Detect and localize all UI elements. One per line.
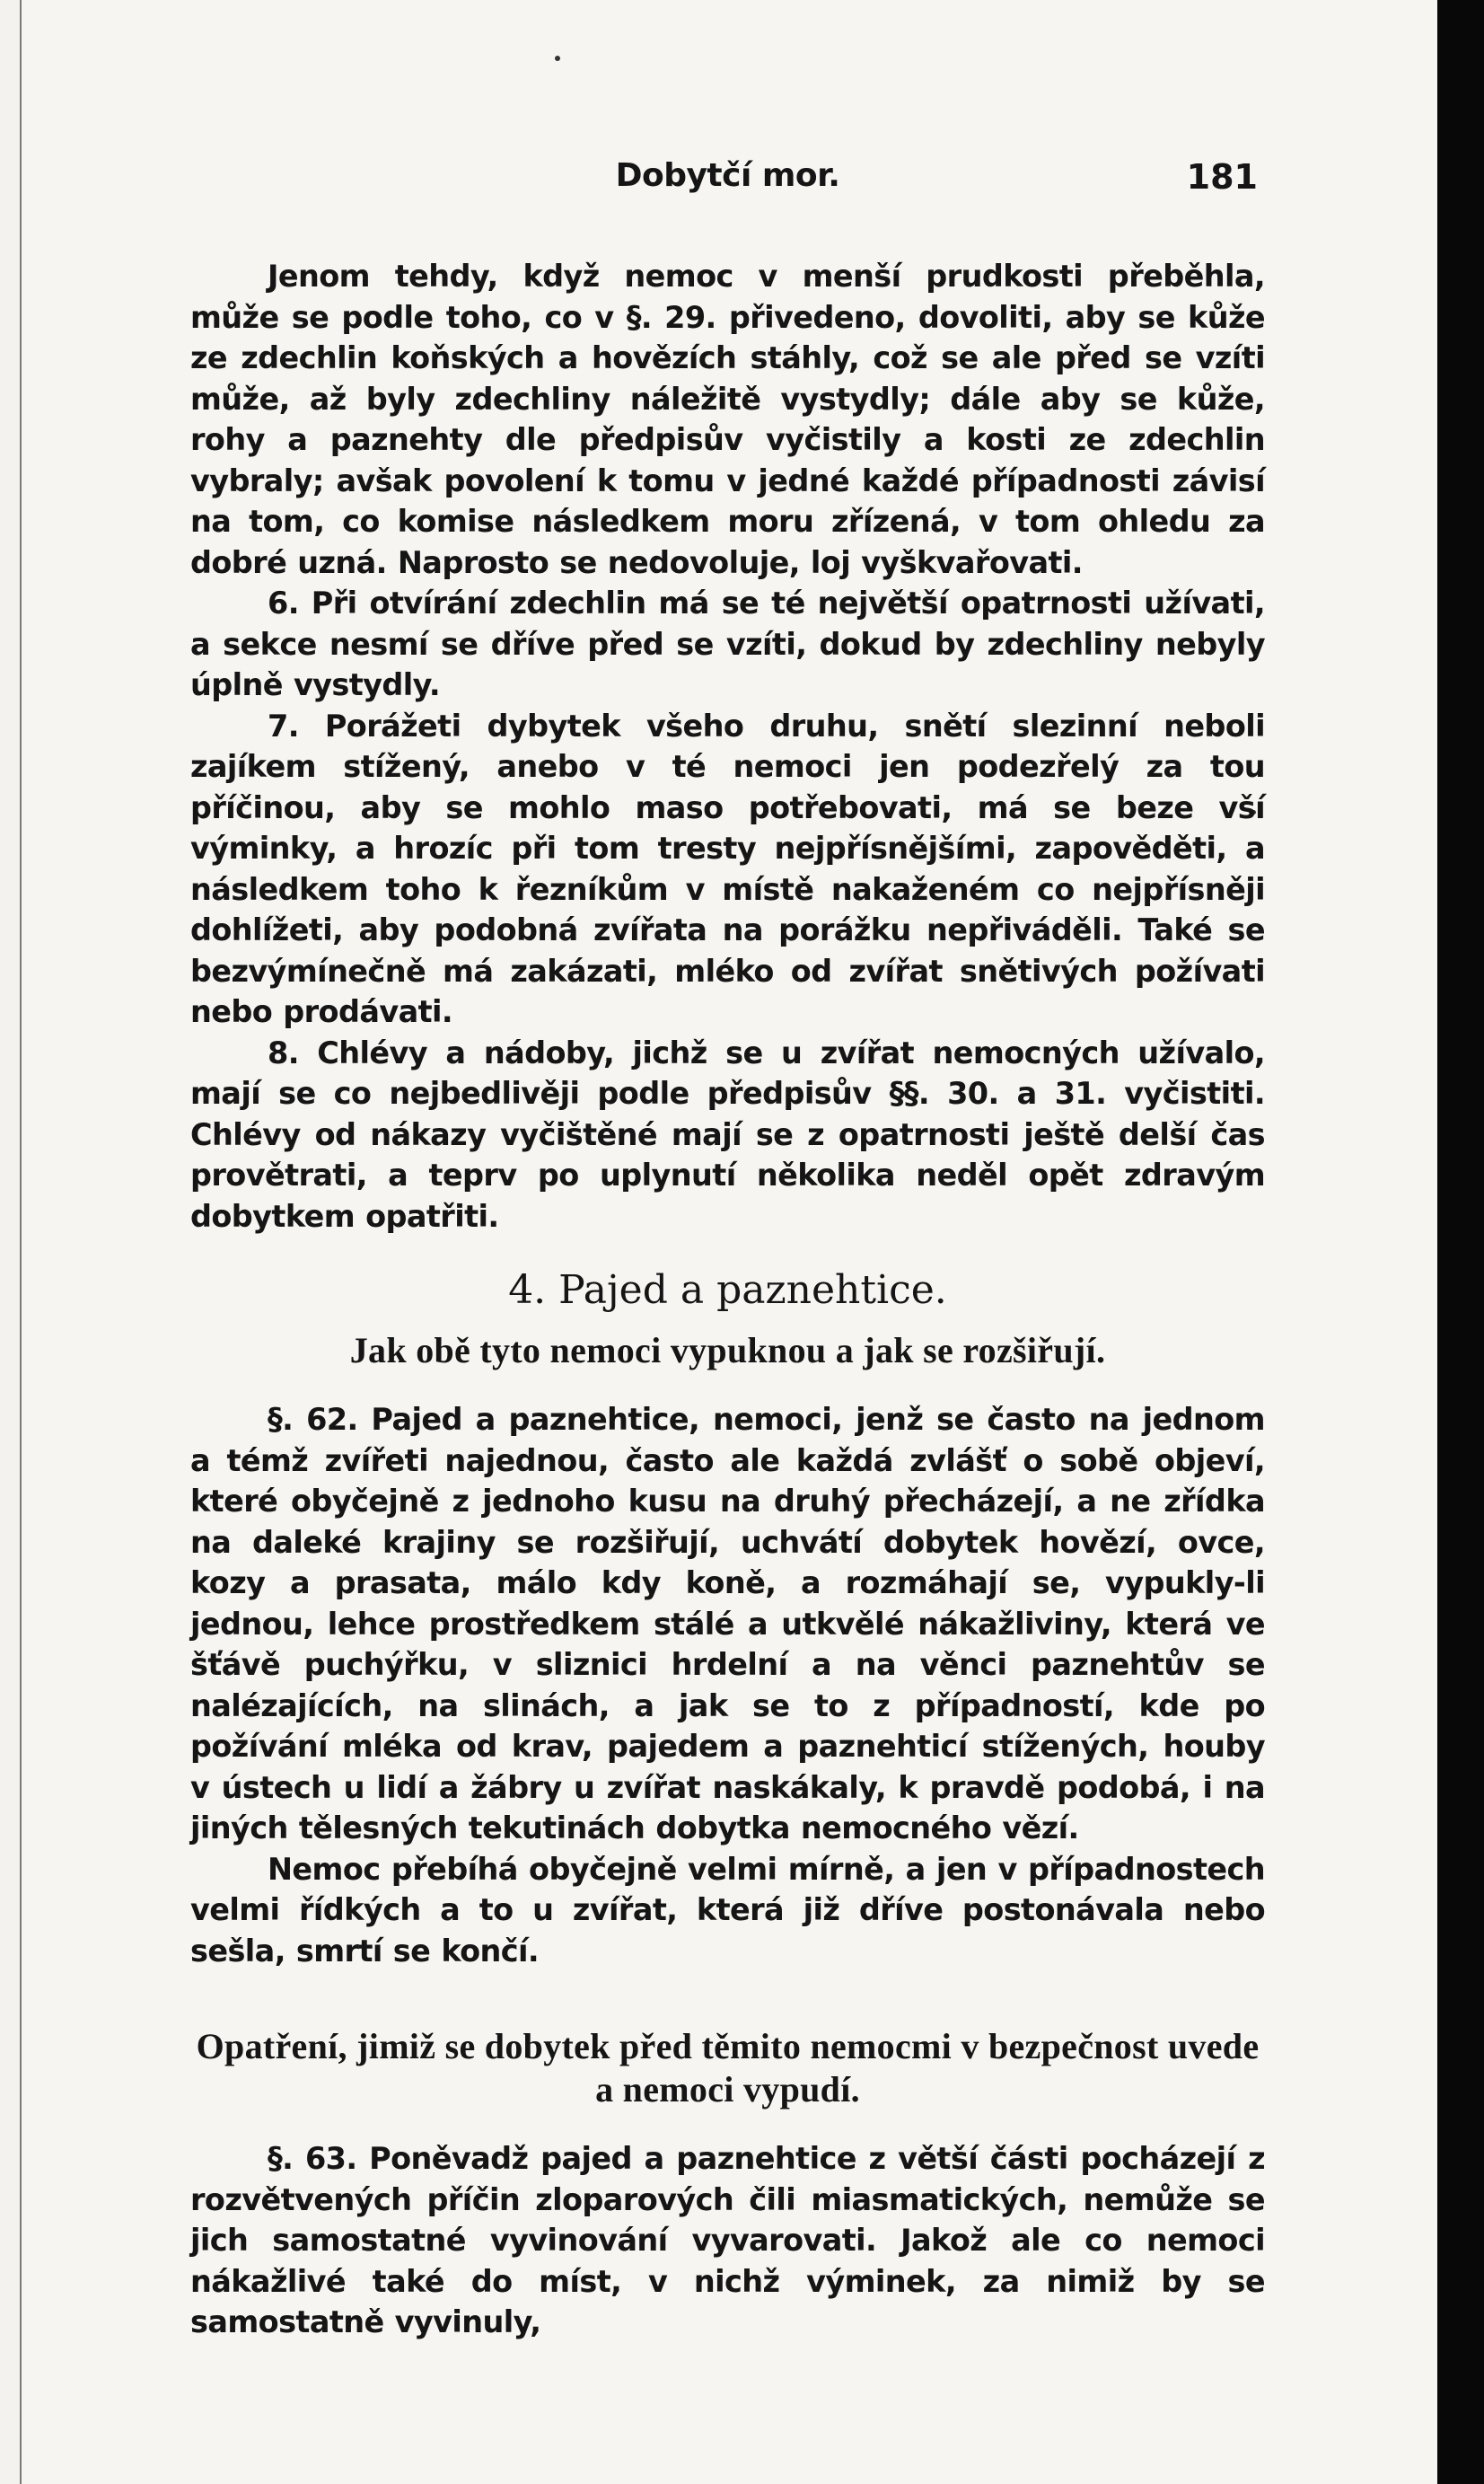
page-content <box>190 157 1265 2343</box>
paragraph: Nemoc přebíhá obyčejně velmi mírně, a jen v případnostech velmi řídkých a to u zvířat, která již dříve postonávala nebo sešla, smrtí se končí. <box>190 1851 1265 1969</box>
paragraph: 8. Chlévy a nádoby, jichž se u zvířat nemocných užívalo, mají se co nejbedlivěji podle předpisův §§. 30. a 31. vyčistiti. Chlévy od nákazy vyčištěné mají se z opatrnosti ještě delší čas provětrati, a teprv po uplynutí několika neděl opět zdravým dobytkem opatřiti. <box>190 1035 1265 1234</box>
scan-left-edge <box>0 0 22 2484</box>
section-title: 4. Pajed a paznehtice. <box>508 1267 947 1313</box>
running-header <box>190 157 1265 211</box>
scan-right-edge <box>1437 0 1484 2484</box>
section-subheading: Jak obě tyto nemoci vypuknou a jak se rozšiřují. <box>349 1330 1106 1370</box>
book-page <box>22 0 1437 2484</box>
running-title: Dobytčí mor. <box>615 157 840 194</box>
paragraph: §. 63. Poněvadž pajed a paznehtice z větší části pocházejí z rozvětvených příčin zloparových čili miasmatických, nemůže se jich samostatné vyvinování vyvarovati. Jakož ale co nemoci nákažlivé také do míst, v nichž výminek, za nimiž by se samostatně vyvinuly, <box>190 2141 1265 2339</box>
print-speck <box>555 56 560 61</box>
paragraph: Jenom tehdy, když nemoc v menší prudkosti přeběhla, může se podle toho, co v §. 29. přivedeno, dovoliti, aby se kůže ze zdechlin koňských a hovězích stáhly, což se ale před se vzíti může, až byly zdechliny náležitě vystydly; dále aby se kůže, rohy a paznehty dle předpisův vyčistily a kosti ze zdechlin vybraly; avšak povolení k tomu v jedné každé případnosti závisí na tom, co komise následkem moru zřízená, v tom ohledu za dobré uzná. Naprosto se nedovoluje, loj vyškvařovati. <box>190 259 1265 580</box>
paragraph: 6. Při otvírání zdechlin má se té největší opatrnosti užívati, a sekce nesmí se dříve před se vzíti, dokud by zdechliny nebyly úplně vystydly. <box>190 586 1265 702</box>
paragraph: §. 62. Pajed a paznehtice, nemoci, jenž se často na jednom a témž zvířeti najednou, často ale každá zvlášť o sobě objeví, které obyčejně z jednoho kusu na druhý přecházejí, a ne zřídka na daleké krajiny se rozšiřují, uchvátí dobytek hovězí, ovce, kozy a prasata, málo kdy koně, a rozmáhají se, vypukly-li jednou, lehce prostředkem stálé a utkvělé nákažliviny, která ve šťávě puchýřku, v sliznici hrdelní a na věnci paznehtův se nalézajících, na slinách, a jak se to z případností, kde po požívání mléka od krav, pajedem a paznehticí stížených, houby v ústech u lidí a žábry u zvířat naskákaly, k pravdě podobá, i na jiných tělesných tekutinách dobytka nemocného vězí. <box>190 1402 1265 1845</box>
page-number: 181 <box>1186 157 1258 197</box>
section-subheading: Opatření, jimiž se dobytek před těmito nemocmi v bezpečnost uvede a nemoci vypudí. <box>196 2026 1260 2110</box>
paragraph: 7. Porážeti dybytek všeho druhu, snětí slezinní neboli zajíkem stížený, anebo v té nemoci jen podezřelý za tou příčinou, aby se mohlo maso potřebovati, má se beze vší výminky, a hrozíc při tom tresty nejpřísnějšími, zapověděti, a následkem toho k řezníkům v místě nakaženém co nejpřísněji dohlížeti, aby podobná zvířata na porážku nepřiváděli. Také se bezvýmínečně má zakázati, mléko od zvířat snětivých požívati nebo prodávati. <box>190 708 1265 1029</box>
